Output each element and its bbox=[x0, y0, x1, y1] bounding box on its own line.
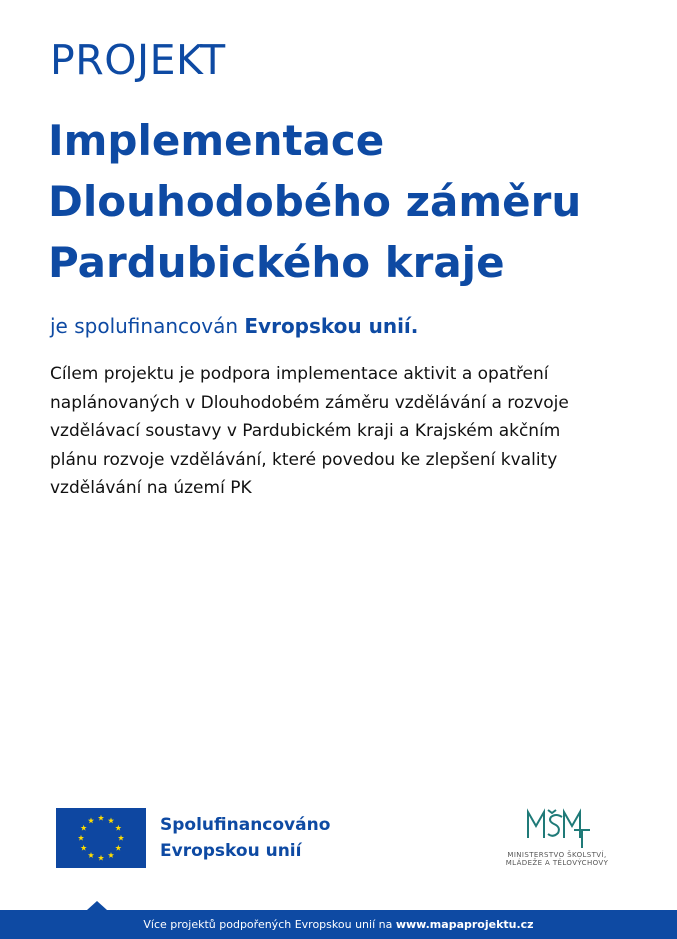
project-title bbox=[48, 110, 648, 293]
ministry-name-line: MLÁDEŽE A TĚLOVÝCHOVY bbox=[505, 859, 609, 867]
eu-text-line: Spolufinancováno bbox=[160, 815, 331, 835]
title-line: Pardubického kraje bbox=[48, 238, 505, 287]
title-line: Dlouhodobého záměru bbox=[48, 177, 582, 226]
footer-text bbox=[0, 918, 677, 931]
cofinancing-prefix: je spolufinancován bbox=[50, 314, 239, 338]
ministry-name-line: MINISTERSTVO ŠKOLSTVÍ, bbox=[507, 851, 607, 859]
eu-text-line: Evropskou unií bbox=[160, 841, 302, 861]
description-line: naplánovaných v Dlouhodobém záměru vzdělávání a rozvoje bbox=[50, 392, 569, 413]
project-label: PROJEKT bbox=[50, 36, 226, 84]
footer-link[interactable]: www.mapaprojektu.cz bbox=[395, 918, 534, 931]
title-line: Implementace bbox=[48, 116, 385, 165]
cofinancing-statement bbox=[50, 314, 418, 338]
description-line: plánu rozvoje vzdělávání, které povedou ke zlepšení kvality bbox=[50, 449, 558, 470]
description-line: vzdělávací soustavy v Pardubickém kraji a Krajském akčním bbox=[50, 421, 561, 441]
eu-flag-icon bbox=[56, 808, 146, 868]
ministry-name bbox=[492, 851, 622, 867]
footer-notch bbox=[87, 901, 107, 910]
description-line: vzdělávání na území PK bbox=[50, 478, 252, 498]
project-description bbox=[50, 360, 640, 503]
footer-prefix: Více projektů podpořených Evropskou unií na bbox=[143, 918, 393, 931]
description-line: Cílem projektu je podpora implementace aktivit a opatření bbox=[50, 364, 549, 384]
cofinancing-emphasis: Evropskou unií. bbox=[244, 314, 419, 338]
eu-cofinancing-text bbox=[160, 812, 330, 864]
